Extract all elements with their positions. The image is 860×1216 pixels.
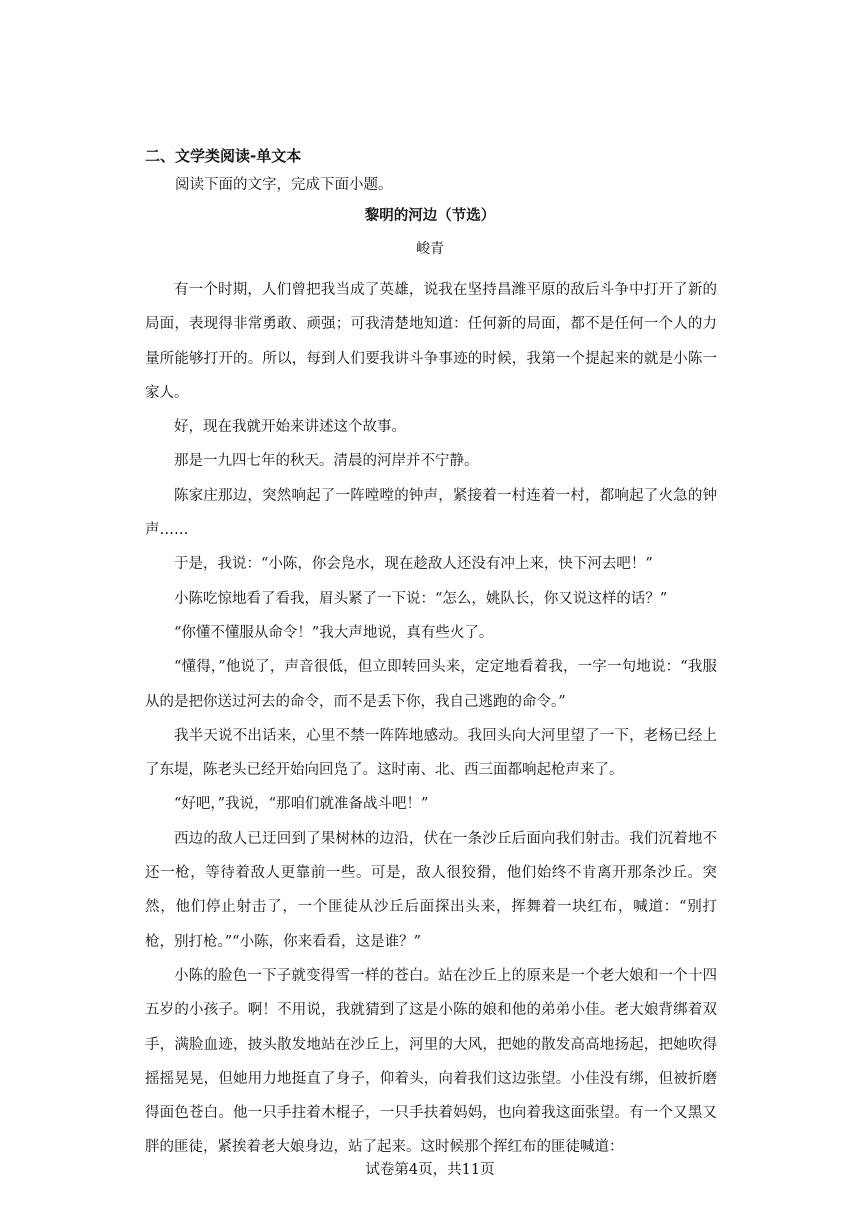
paragraph: 西边的敌人已迂回到了果树林的边沿，伏在一条沙丘后面向我们射击。我们沉着地不还一枪，等待着敌人更靠前一些。可是，敌人很狡猾，他们始终不肯离开那条沙丘。突然，他们停止射击了，一个匪徒从沙丘后面探出头来，挥舞着一块红布，喊道：“别打枪，别打枪。”“小陈，你来看看，这是谁？” [145,830,717,950]
paragraph: 那是一九四七年的秋天。清晨的河岸并不宁静。 [174,453,479,470]
paragraph: “你懂不懂服从命令！”我大声地说，真有些火了。 [174,624,494,641]
article-title: 黎明的河边（节选） [364,208,496,224]
article-author: 峻青 [416,241,444,257]
paragraph: “好吧，”我说，“那咱们就准备战斗吧！” [174,796,429,813]
paragraph: 我半天说不出话来，心里不禁一阵阵地感动。我回头向大河里望了一下，老杨已经上了东堤，陈老头已经开始向回凫了。这时南、北、西三面都响起枪声来了。 [145,727,717,779]
paragraph: 小陈吃惊地看了看我，眉头紧了一下说：“怎么，姚队长，你又说这样的话？” [174,590,668,607]
paragraph: 有一个时期，人们曾把我当成了英雄，说我在坚持昌潍平原的敌后斗争中打开了新的局面，表现得非常勇敢、顽强；可我清楚地知道：任何新的局面，都不是任何一个人的力量所能够打开的。所以，每到人们要我讲斗争事迹的时候，我第一个提起来的就是小陈一家人。 [145,282,717,401]
reading-instruction: 阅读下面的文字，完成下面小题。 [175,177,393,193]
section-heading: 二、文学类阅读-单文本 [145,147,302,165]
paragraph: 于是，我说：“小陈，你会凫水，现在趁敌人还没有冲上来，快下河去吧！” [174,556,653,573]
paragraph: 好，现在我就开始来讲述这个故事。 [174,419,406,436]
article-body [145,273,717,1165]
paragraph: 陈家庄那边，突然响起了一阵嘡嘡的钟声，紧接着一村连着一村，都响起了火急的钟声…… [145,487,717,539]
paragraph: 小陈的脸色一下子就变得雪一样的苍白。站在沙丘上的原来是一个老大娘和一个十四五岁的小孩子。啊！不用说，我就猜到了这是小陈的娘和他的弟弟小佳。老大娘背绑着双手，满脸血迹，披头散发地站在沙丘上，河里的大风，把她的散发高高地扬起，把她吹得摇摇晃晃，但她用力地挺直了身子，仰着头，向着我们这边张望。小佳没有绑，但被折磨得面色苍白。他一只手拄着木棍子，一只手扶着妈妈，也向着我这面张望。有一个又黑又胖的匪徒，紧挨着老大娘身边，站了起来。这时候那个挥红布的匪徒喊道： [145,967,717,1156]
page-footer: 试卷第4页，共11页 [365,1162,495,1178]
paragraph: “懂得，”他说了，声音很低，但立即转回头来，定定地看着我，一字一句地说：“我服从的是把你送过河去的命令，而不是丢下你，我自己逃跑的命令。” [145,659,717,710]
